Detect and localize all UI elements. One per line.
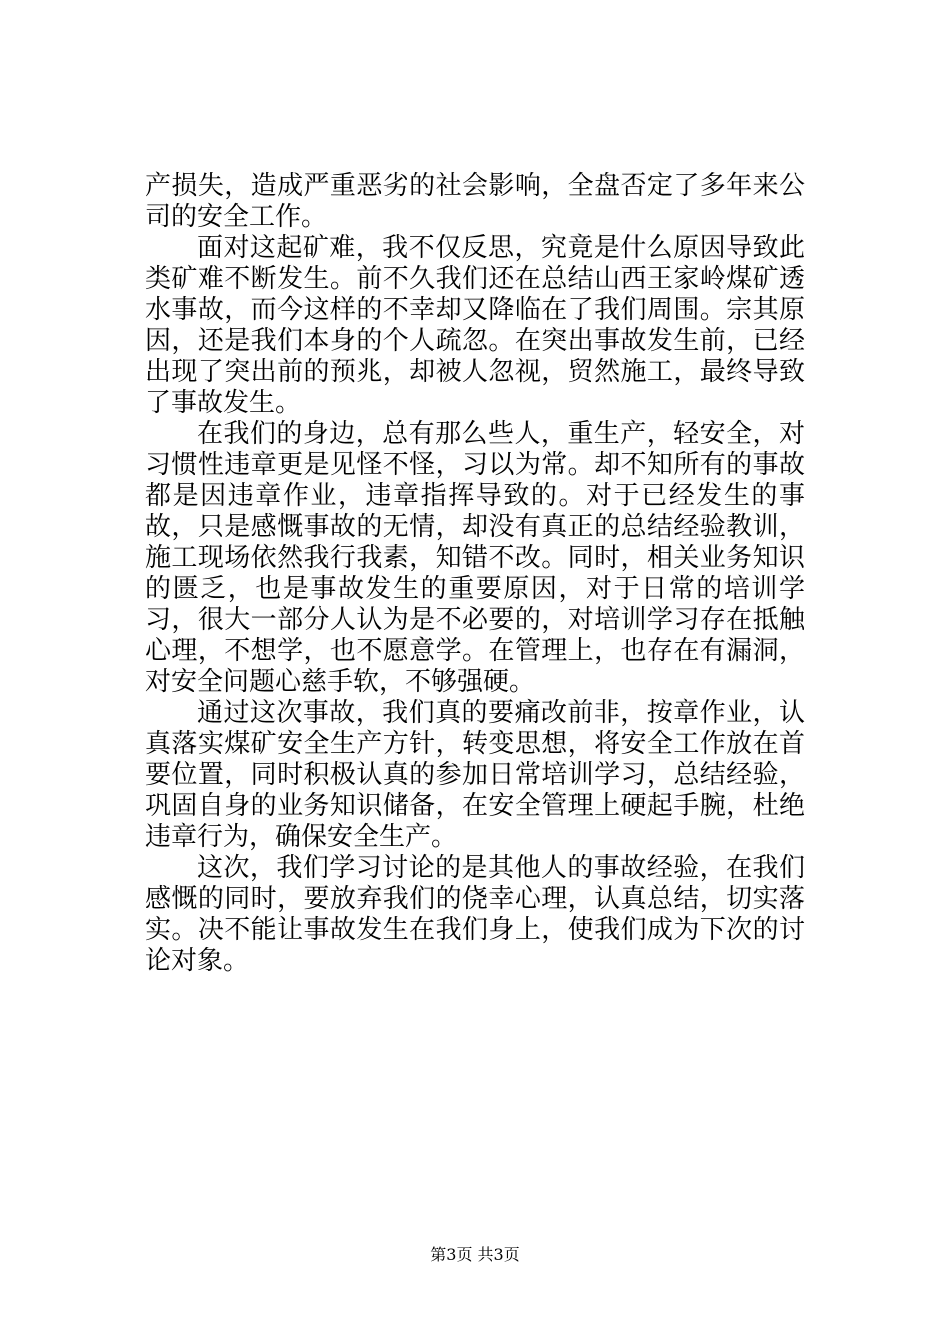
paragraph: 在我们的身边，总有那么些人，重生产，轻安全，对习惯性违章更是见怪不怪，习以为常。却不知所有的事故都是因违章作业，违章指挥导致的。对于已经发生的事故，只是感慨事故的无情，却没有真正的总结经验教训，施工现场依然我行我素，知错不改。同时，相关业务知识的匮乏，也是事故发生的重要原因，对于日常的培训学习，很大一部分人认为是不必要的，对培训学习存在抵触心理，不想学，也不愿意学。在管理上，也存在有漏洞，对安全问题心慈手软，不够强硬。 (145, 419, 805, 697)
paragraph-continued: 产损失，造成严重恶劣的社会影响，全盘否定了多年来公司的安全工作。 (145, 171, 805, 232)
document-body (145, 171, 805, 977)
page-footer (0, 1244, 950, 1266)
page-number: 第3页 共3页 (430, 1245, 520, 1264)
paragraph: 这次，我们学习讨论的是其他人的事故经验，在我们感慨的同时，要放弃我们的侥幸心理，认真总结，切实落实。决不能让事故发生在我们身上，使我们成为下次的讨论对象。 (145, 853, 805, 976)
paragraph: 通过这次事故，我们真的要痛改前非，按章作业，认真落实煤矿安全生产方针，转变思想，将安全工作放在首要位置，同时积极认真的参加日常培训学习，总结经验，巩固自身的业务知识储备，在安全管理上硬起手腕，杜绝违章行为，确保安全生产。 (145, 698, 805, 852)
paragraph: 面对这起矿难，我不仅反思，究竟是什么原因导致此类矿难不断发生。前不久我们还在总结山西王家岭煤矿透水事故，而今这样的不幸却又降临在了我们周围。宗其原因，还是我们本身的个人疏忽。在突出事故发生前，已经出现了突出前的预兆，却被人忽视，贸然施工，最终导致了事故发生。 (145, 233, 805, 418)
